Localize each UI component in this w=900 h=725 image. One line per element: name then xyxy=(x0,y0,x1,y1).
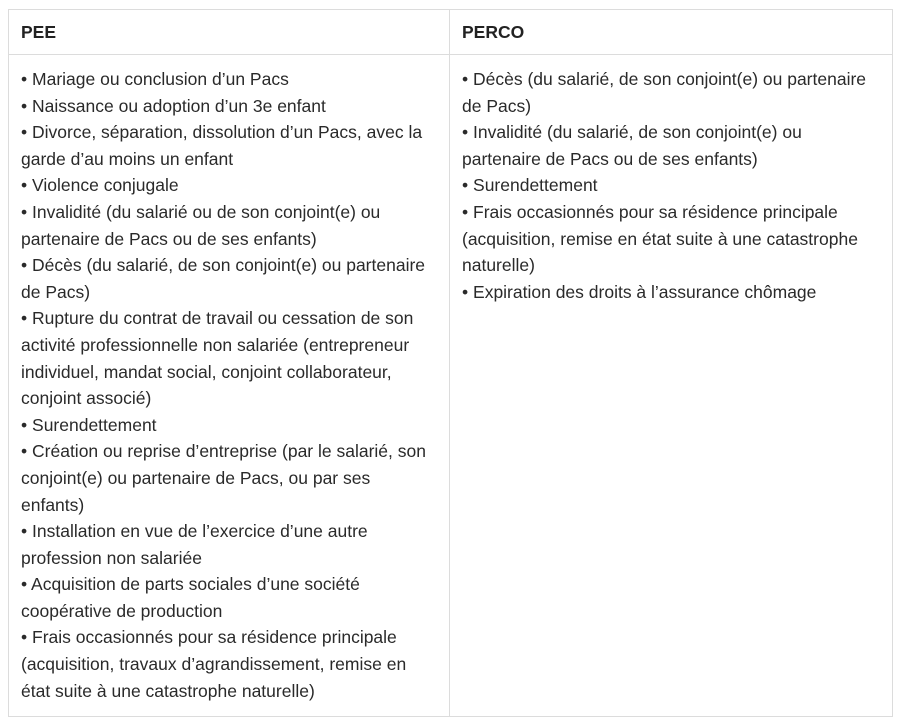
header-perco: PERCO xyxy=(450,10,893,55)
bullet-icon: • xyxy=(21,201,28,222)
perco-cell xyxy=(450,55,893,717)
perco-list xyxy=(462,66,880,305)
perco-list-item-text: Frais occasionnés pour sa résidence principale (acquisition, remise en état suite à une catastrophe naturelle) xyxy=(462,201,858,276)
pee-list xyxy=(21,66,437,704)
pee-list-item xyxy=(21,518,437,571)
pee-list-item xyxy=(21,571,437,624)
bullet-icon: • xyxy=(462,122,469,143)
bullet-icon: • xyxy=(462,69,469,89)
pee-list-item xyxy=(21,172,437,199)
bullet-icon: • xyxy=(21,414,28,435)
bullet-icon: • xyxy=(462,281,469,302)
pee-list-item-text: Mariage ou conclusion d’un Pacs xyxy=(32,69,289,89)
table-row xyxy=(9,55,893,717)
perco-list-item-text: Expiration des droits à l’assurance chômage xyxy=(473,281,817,302)
perco-list-item xyxy=(462,66,880,119)
bullet-icon: • xyxy=(21,521,28,542)
pee-list-item xyxy=(21,624,437,704)
pee-list-item xyxy=(21,412,437,439)
pee-list-item-text: Frais occasionnés pour sa résidence principale (acquisition, travaux d’agrandissement, remise en état suite à une catastrophe naturelle) xyxy=(21,627,407,701)
table-header-row xyxy=(9,10,893,55)
bullet-icon: • xyxy=(462,175,469,196)
bullet-icon: • xyxy=(21,122,28,143)
bullet-icon: • xyxy=(21,95,28,116)
bullet-icon: • xyxy=(462,201,469,222)
bullet-icon: • xyxy=(21,175,28,196)
pee-list-item xyxy=(21,438,437,518)
pee-list-item-text: Violence conjugale xyxy=(32,175,179,196)
pee-cell xyxy=(9,55,450,717)
perco-list-item-text: Surendettement xyxy=(473,175,598,196)
pee-list-item-text: Création ou reprise d’entreprise (par le salarié, son conjoint(e) ou partenaire de Pacs, ou par ses enfants) xyxy=(21,441,426,515)
pee-list-item xyxy=(21,66,437,93)
bullet-icon: • xyxy=(21,308,28,329)
pee-list-item xyxy=(21,199,437,252)
pee-list-item-text: Surendettement xyxy=(32,414,157,435)
pee-list-item xyxy=(21,93,437,120)
pee-list-item-text: Divorce, séparation, dissolution d’un Pacs, avec la garde d’au moins un enfant xyxy=(21,122,423,169)
pee-list-item-text: Naissance ou adoption d’un 3e enfant xyxy=(32,95,326,116)
pee-list-item xyxy=(21,252,437,305)
pee-list-item xyxy=(21,305,437,411)
pee-list-item-text: Acquisition de parts sociales d’une société coopérative de production xyxy=(21,574,360,621)
perco-list-item xyxy=(462,172,880,199)
comparison-table xyxy=(8,9,893,717)
bullet-icon: • xyxy=(21,574,28,595)
pee-list-item-text: Décès (du salarié, de son conjoint(e) ou partenaire de Pacs) xyxy=(21,255,426,302)
perco-list-item xyxy=(462,279,880,306)
pee-list-item-text: Rupture du contrat de travail ou cessation de son activité professionnelle non salariée (entrepreneur individuel, mandat social, conjoint collaborateur, conjoint associé) xyxy=(21,308,414,409)
pee-list-item-text: Invalidité (du salarié ou de son conjoint(e) ou partenaire de Pacs ou de ses enfants) xyxy=(21,201,381,249)
bullet-icon: • xyxy=(21,69,28,89)
header-pee: PEE xyxy=(9,10,450,55)
bullet-icon: • xyxy=(21,441,28,462)
pee-list-item-text: Installation en vue de l’exercice d’une autre profession non salariée xyxy=(21,521,368,568)
bullet-icon: • xyxy=(21,627,28,648)
perco-list-item-text: Invalidité (du salarié, de son conjoint(e) ou partenaire de Pacs ou de ses enfants) xyxy=(462,122,802,169)
comparison-table-wrapper xyxy=(8,9,892,717)
perco-list-item xyxy=(462,119,880,172)
pee-list-item xyxy=(21,119,437,172)
perco-list-item xyxy=(462,199,880,279)
perco-list-item-text: Décès (du salarié, de son conjoint(e) ou partenaire de Pacs) xyxy=(462,69,867,116)
bullet-icon: • xyxy=(21,255,28,276)
